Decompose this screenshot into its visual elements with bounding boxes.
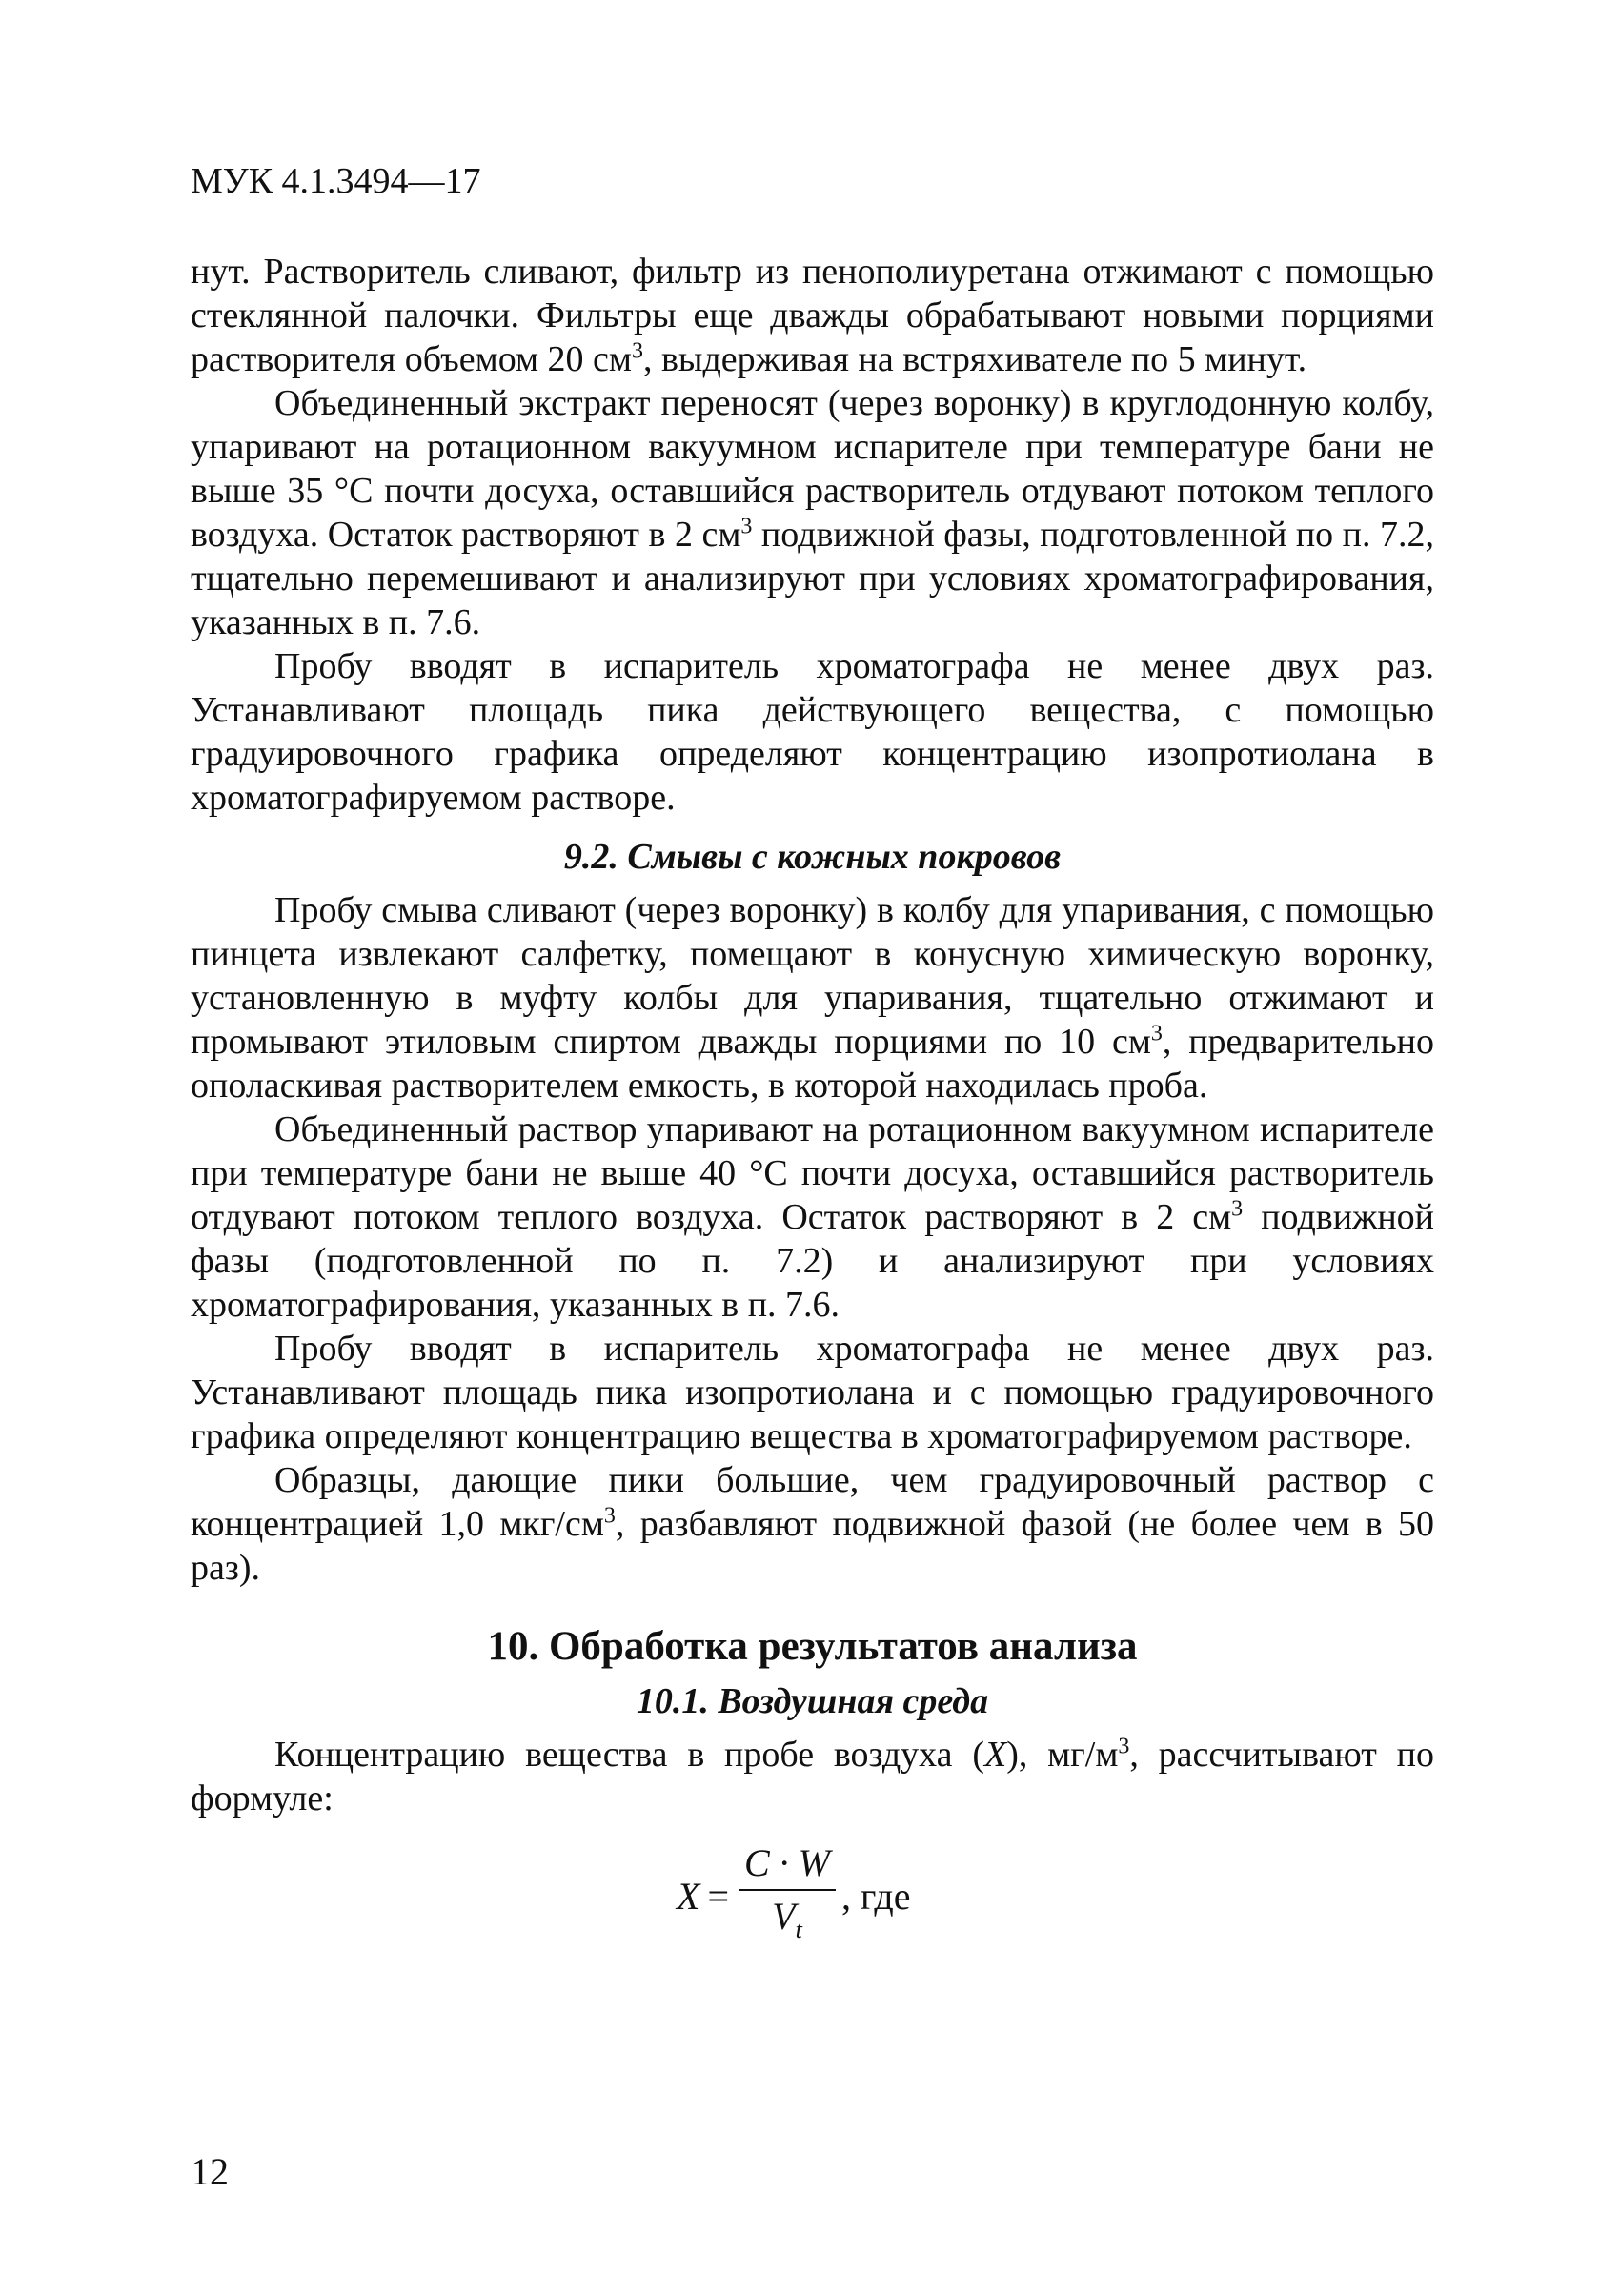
paragraph-8: Концентрацию вещества в пробе воздуха (X), $мг/м^3$, рассчитывают по формуле: [191, 1734, 1434, 1819]
paragraph-6: Пробу вводят в испаритель хроматографа не менее двух раз. Устанавливают площадь пика изопротиолана и с помощью градуировочного графика определяют концентрацию вещества в хроматографируемом растворе. [191, 1329, 1434, 1456]
document-body [191, 250, 1434, 1965]
page-number: 12 [191, 2150, 229, 2193]
subsection-heading-9-2: 9.2. Смывы с кожных покровов [563, 837, 1062, 877]
formula-numerator: C · W [739, 1841, 836, 1891]
formula-suffix: , где [841, 1875, 911, 1918]
formula-lhs: X [677, 1875, 700, 1918]
paragraph-3: Пробу вводят в испаритель хроматографа не менее двух раз. Устанавливают площадь пика действующего вещества, с помощью градуировочного графика определяют концентрацию изопротиолана в хроматографируемом растворе. [191, 646, 1434, 818]
subsection-heading-10-1: 10.1. Воздушная среда [636, 1681, 989, 1721]
formula-equals: = [707, 1875, 729, 1918]
paragraph-5: Объединенный раствор упаривают на ротационном вакуумном испарителе при температуре бани не выше 40 °С почти досуха, оставшийся растворитель отдувают потоком теплого воздуха. Остаток растворяют в 2 $см^3$ подвижной фазы (подготовленной по п. 7.2) и анализируют при условиях хроматографирования, указанных в п. 7.6. [191, 1109, 1434, 1325]
document-code-header: МУК 4.1.3494—17 [191, 161, 481, 201]
paragraph-7: Образцы, дающие пики большие, чем градуировочный раствор с концентрацией 1,0 мкг/$см^3$, разбавляют подвижной фазой (не более чем в 50 раз). [191, 1460, 1434, 1588]
paragraph-4: Пробу смыва сливают (через воронку) в колбу для упаривания, с помощью пинцета извлекают салфетку, помещают в конусную химическую воронку, установленную в муфту колбы для упаривания, тщательно отжимают и промывают этиловым спиртом дважды порциями по 10 $см^3$, предварительно ополаскивая растворителем емкость, в которой находилась проба. [191, 890, 1435, 1106]
concentration-formula [677, 1841, 911, 1952]
section-heading-10: 10. Обработка результатов анализа [487, 1624, 1138, 1669]
formula-block [191, 1841, 1434, 1965]
paragraph-2: Объединенный экстракт переносят (через воронку) в круглодонную колбу, упаривают на ротационном вакуумном испарителе при температуре бани не выше 35 °С почти досуха, оставшийся растворитель отдувают потоком теплого воздуха. Остаток растворяют в 2 $см^3$ подвижной фазы, подготовленной по п. 7.2, тщательно перемешивают и анализируют при условиях хроматографирования, указанных в п. 7.6. [191, 383, 1434, 642]
formula-denominator: $V_t$ [772, 1895, 802, 1943]
paragraph-1: нут. Растворитель сливают, фильтр из пенополиуретана отжимают с помощью стеклянной палочки. Фильтры еще дважды обрабатывают новыми порциями растворителя объемом 20 $см^3$, выдерживая на встряхивателе по 5 минут. [191, 252, 1434, 379]
formula-fraction [739, 1841, 836, 1952]
